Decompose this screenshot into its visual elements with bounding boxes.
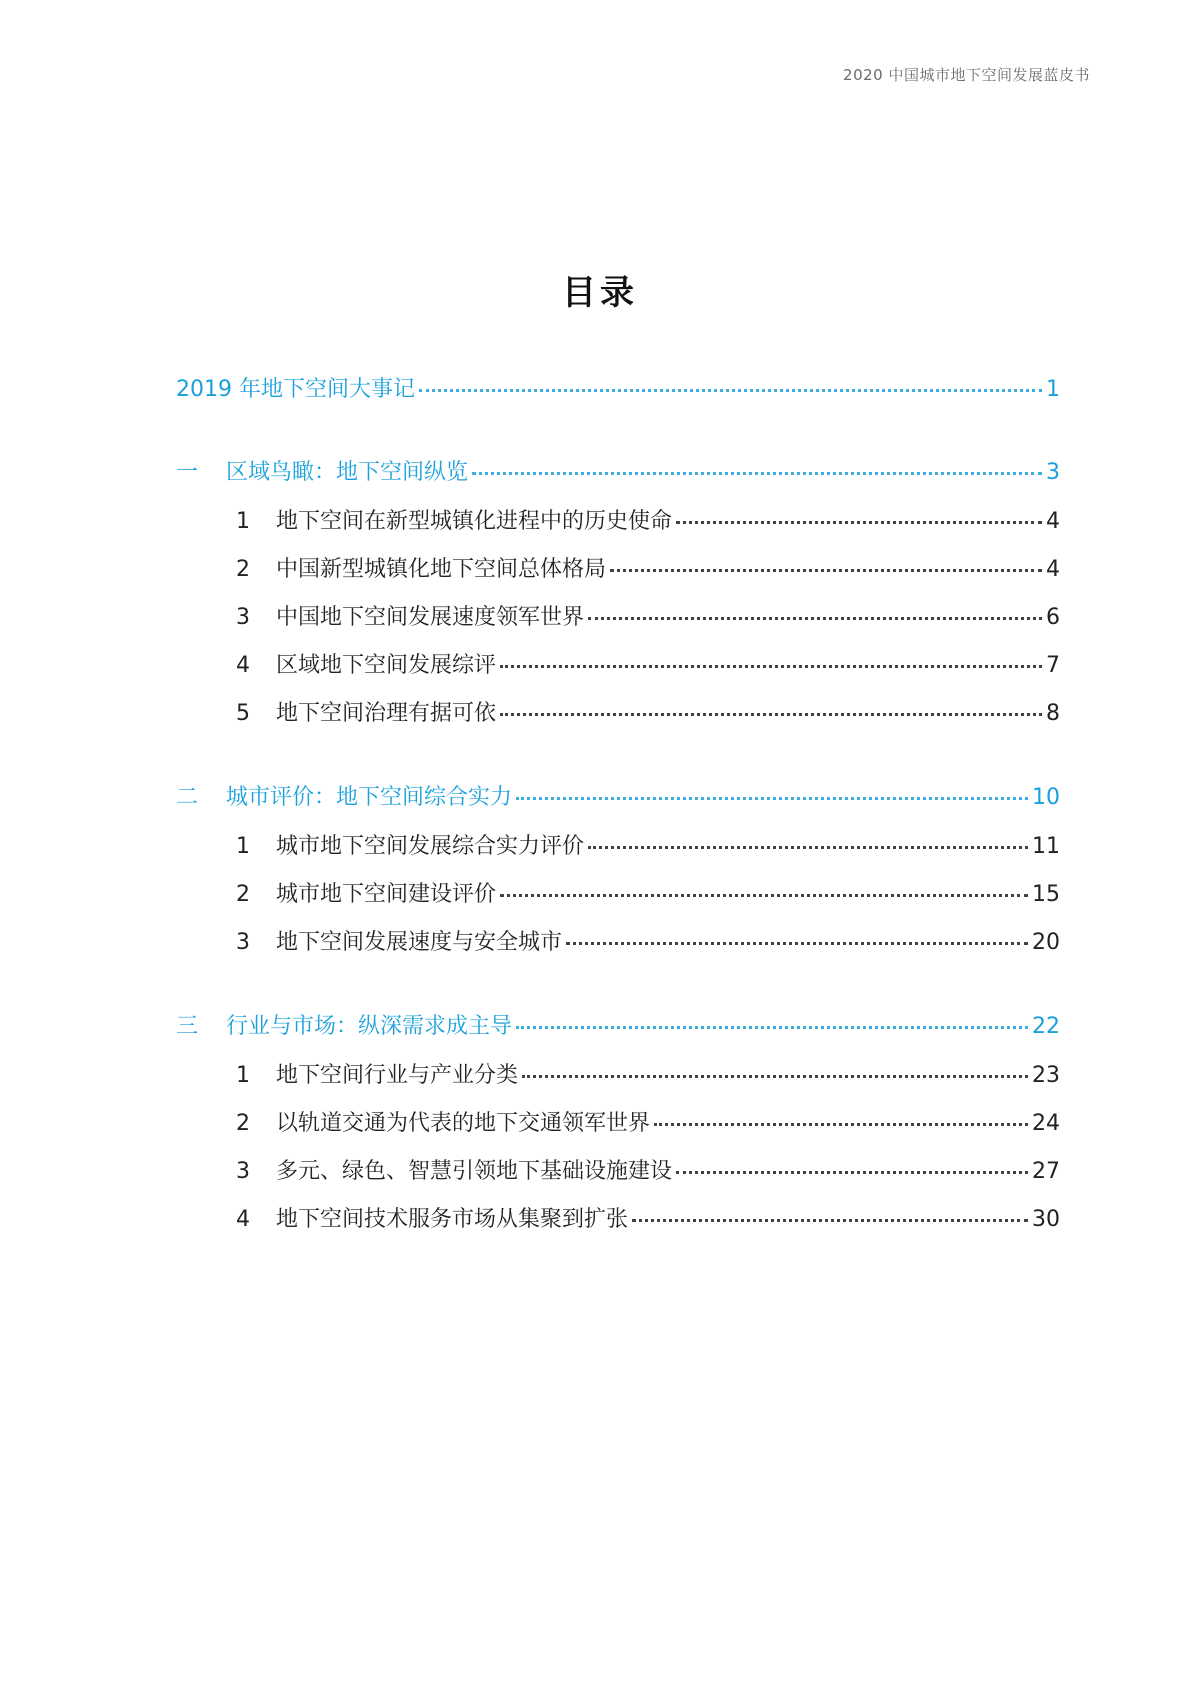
toc-section-title: 区域地下空间发展综评 (276, 653, 497, 678)
toc-section-number: 3 (236, 1159, 250, 1184)
toc-section-number: 1 (236, 509, 250, 534)
toc-section-title: 地下空间行业与产业分类 (276, 1063, 519, 1088)
toc-page-number: 22 (1032, 1014, 1060, 1039)
toc-leader-dots (566, 942, 1028, 945)
toc-section-title: 地下空间技术服务市场从集聚到扩张 (276, 1207, 629, 1232)
toc-leader-dots (500, 894, 1028, 897)
toc-section-title: 城市地下空间发展综合实力评价 (276, 834, 585, 859)
toc-chapter-number: 二 (176, 785, 199, 810)
toc-page-number: 8 (1046, 701, 1060, 726)
toc-section-number: 1 (236, 834, 250, 859)
toc-section-1-2[interactable] (236, 552, 1060, 582)
toc-section-number: 1 (236, 1063, 250, 1088)
toc-chapter-title: 行业与市场：纵深需求成主导 (226, 1014, 513, 1039)
toc-leader-dots (676, 1171, 1028, 1174)
toc-page-number: 4 (1046, 509, 1060, 534)
toc-leader-dots (676, 521, 1042, 524)
toc-leader-dots (472, 472, 1042, 475)
toc-page-number: 23 (1032, 1063, 1060, 1088)
toc-leader-dots (588, 617, 1042, 620)
page-title: 目录 (562, 273, 638, 313)
toc-section-3-1[interactable] (236, 1058, 1060, 1088)
toc-section-number: 4 (236, 653, 250, 678)
toc-leader-dots (588, 846, 1028, 849)
toc-section-1-3[interactable] (236, 600, 1060, 630)
toc-chapter-title: 区域鸟瞰：地下空间纵览 (226, 460, 469, 485)
toc-page-number: 1 (1046, 377, 1060, 402)
toc-leader-dots (654, 1123, 1028, 1126)
toc-section-number: 2 (236, 1111, 250, 1136)
toc-entry-chronicle[interactable] (176, 372, 1060, 402)
toc-section-title: 城市地下空间建设评价 (276, 882, 497, 907)
toc-chapter-2[interactable] (176, 780, 1060, 810)
toc-section-number: 3 (236, 605, 250, 630)
toc-page-number: 15 (1032, 882, 1060, 907)
toc-section-3-2[interactable] (236, 1106, 1060, 1136)
toc-page-number: 3 (1046, 460, 1060, 485)
toc-leader-dots (500, 713, 1042, 716)
running-header: 2020 中国城市地下空间发展蓝皮书 (843, 66, 1090, 84)
toc-leader-dots (419, 389, 1042, 392)
toc-section-title: 中国地下空间发展速度领军世界 (276, 605, 585, 630)
toc-entry-title: 2019 年地下空间大事记 (176, 377, 415, 402)
toc-section-1-1[interactable] (236, 504, 1060, 534)
toc-leader-dots (610, 569, 1042, 572)
toc-page-number: 10 (1032, 785, 1060, 810)
toc-section-title: 地下空间发展速度与安全城市 (276, 930, 563, 955)
toc-section-2-1[interactable] (236, 829, 1060, 859)
toc-chapter-1[interactable] (176, 455, 1060, 485)
toc-section-2-2[interactable] (236, 877, 1060, 907)
toc-page-number: 11 (1032, 834, 1060, 859)
toc-page-number: 27 (1032, 1159, 1060, 1184)
toc-page-number: 24 (1032, 1111, 1060, 1136)
toc-chapter-3[interactable] (176, 1009, 1060, 1039)
toc-section-number: 2 (236, 557, 250, 582)
toc-section-number: 4 (236, 1207, 250, 1232)
toc-section-3-3[interactable] (236, 1154, 1060, 1184)
toc-leader-dots (516, 797, 1028, 800)
toc-page-number: 4 (1046, 557, 1060, 582)
toc-section-number: 5 (236, 701, 250, 726)
toc-chapter-number: 三 (176, 1014, 199, 1039)
toc-section-title: 地下空间在新型城镇化进程中的历史使命 (276, 509, 673, 534)
toc-leader-dots (516, 1026, 1028, 1029)
toc-section-2-3[interactable] (236, 925, 1060, 955)
toc-section-number: 2 (236, 882, 250, 907)
toc-page-number: 30 (1032, 1207, 1060, 1232)
toc-section-3-4[interactable] (236, 1202, 1060, 1232)
toc-page-number: 20 (1032, 930, 1060, 955)
toc-section-title: 中国新型城镇化地下空间总体格局 (276, 557, 607, 582)
toc-section-1-4[interactable] (236, 648, 1060, 678)
toc-chapter-title: 城市评价：地下空间综合实力 (226, 785, 513, 810)
toc-section-title: 多元、绿色、智慧引领地下基础设施建设 (276, 1159, 673, 1184)
toc-leader-dots (632, 1219, 1028, 1222)
toc-section-number: 3 (236, 930, 250, 955)
toc-leader-dots (500, 665, 1042, 668)
toc-section-title: 以轨道交通为代表的地下交通领军世界 (276, 1111, 651, 1136)
toc-page-number: 6 (1046, 605, 1060, 630)
toc-leader-dots (522, 1075, 1028, 1078)
toc-section-1-5[interactable] (236, 696, 1060, 726)
toc-chapter-number: 一 (176, 460, 199, 485)
toc-section-title: 地下空间治理有据可依 (276, 701, 497, 726)
toc-page-number: 7 (1046, 653, 1060, 678)
